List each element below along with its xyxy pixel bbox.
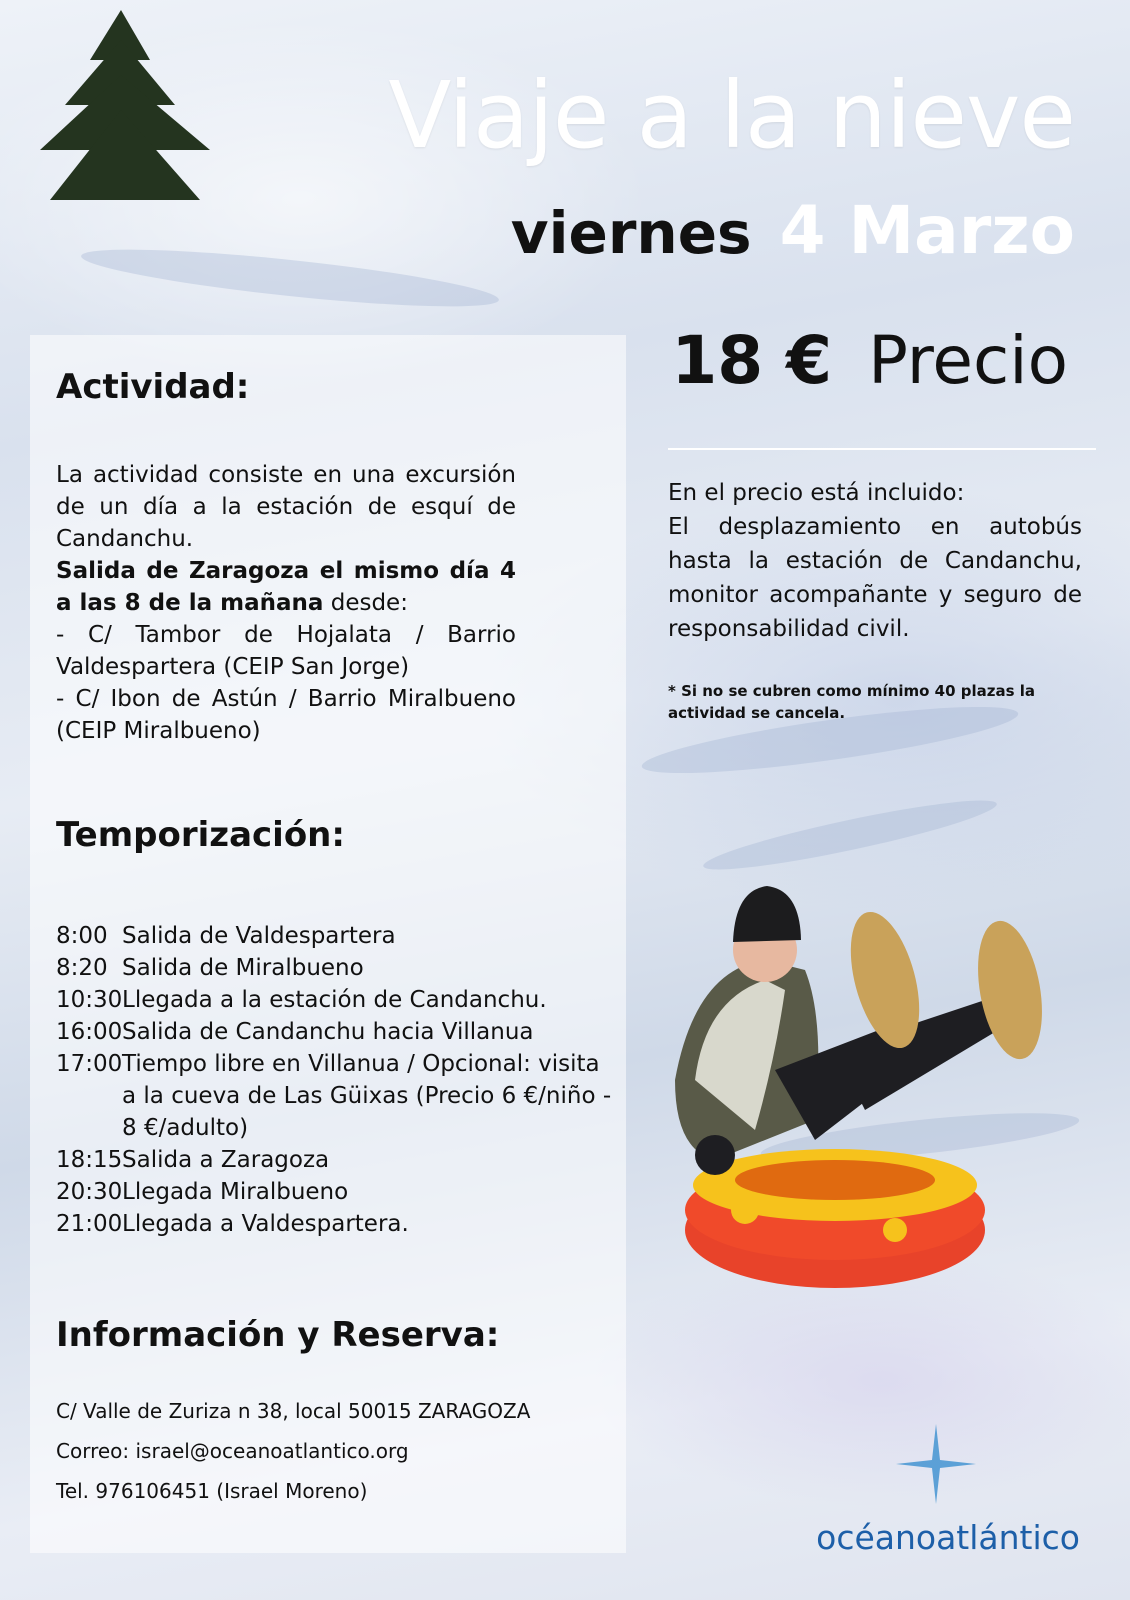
snow-tube-rider-illustration [655,880,1075,1350]
activity-heading: Actividad: [56,367,250,407]
contact-phone[interactable]: Tel. 976106451 (Israel Moreno) [56,1479,368,1503]
price-included [668,476,1082,646]
schedule-item [56,1048,616,1144]
schedule-text: Salida de Miralbueno [122,955,364,981]
schedule-time: 21:00 [56,1211,123,1237]
schedule-item [56,952,616,984]
pine-tree-illustration [10,10,240,220]
snow-shadow [700,789,1000,881]
schedule-item [56,984,616,1016]
star-logo-icon [896,1424,976,1504]
pickup-stop: - C/ Tambor de Hojalata / Barrio Valdespartera (CEIP San Jorge) [56,622,516,680]
page-title: Viaje a la nieve [388,62,1075,169]
schedule-text: Salida de Candanchu hacia Villanua [122,1019,534,1045]
price-amount: 18 € [671,322,833,399]
schedule-heading: Temporización: [56,815,345,855]
schedule-text: Salida a Zaragoza [122,1147,330,1173]
schedule-text: Tiempo libre en Villanua / Opcional: visita a la cueva de Las Güixas (Precio 6 €/niño - 8 €/adulto) [122,1051,612,1141]
brand-logo: océanoatlántico [816,1518,1080,1557]
schedule-time: 8:00 [56,923,108,949]
included-text: El desplazamiento en autobús hasta la estación de Candanchu, monitor acompañante y seguro de responsabilidad civil. [668,514,1082,642]
schedule-item [56,1144,616,1176]
contact-email[interactable]: Correo: israel@oceanoatlantico.org [56,1439,409,1463]
schedule-list [56,920,616,1240]
info-heading: Información y Reserva: [56,1315,500,1355]
event-weekday: viernes [510,199,752,267]
pickup-stop: - C/ Ibon de Astún / Barrio Miralbueno (CEIP Miralbueno) [56,686,516,744]
schedule-time: 17:00 [56,1051,123,1077]
schedule-time: 10:30 [56,987,123,1013]
schedule-time: 18:15 [56,1147,123,1173]
price-block [671,322,1068,399]
schedule-text: Salida de Valdespartera [122,923,396,949]
info-panel [30,335,626,1553]
contact-address: C/ Valle de Zuriza n 38, local 50015 ZARAGOZA [56,1399,531,1423]
schedule-text: Llegada Miralbueno [122,1179,349,1205]
activity-description [56,459,516,747]
schedule-text: Llegada a Valdespartera. [122,1211,409,1237]
schedule-item [56,1208,616,1240]
departure-info: Salida de Zaragoza el mismo día 4 a las 8 de la mañana [56,558,516,616]
departure-info-rest: desde: [323,590,408,616]
activity-description-text: La actividad consiste en una excursión de un día a la estación de esquí de Candanchu. [56,462,516,552]
cancellation-note: * Si no se cubren como mínimo 40 plazas la actividad se cancela. [668,682,1036,722]
schedule-time: 16:00 [56,1019,123,1045]
schedule-item [56,1016,616,1048]
divider [668,448,1096,450]
event-date [511,192,1075,269]
schedule-time: 20:30 [56,1179,123,1205]
schedule-item [56,920,616,952]
schedule-text: Llegada a la estación de Candanchu. [122,987,547,1013]
included-heading: En el precio está incluido: [668,480,965,506]
price-label: Precio [868,322,1068,399]
schedule-time: 8:20 [56,955,108,981]
schedule-item [56,1176,616,1208]
snow-shadow [79,238,500,318]
event-day-month: 4 Marzo [779,192,1075,269]
